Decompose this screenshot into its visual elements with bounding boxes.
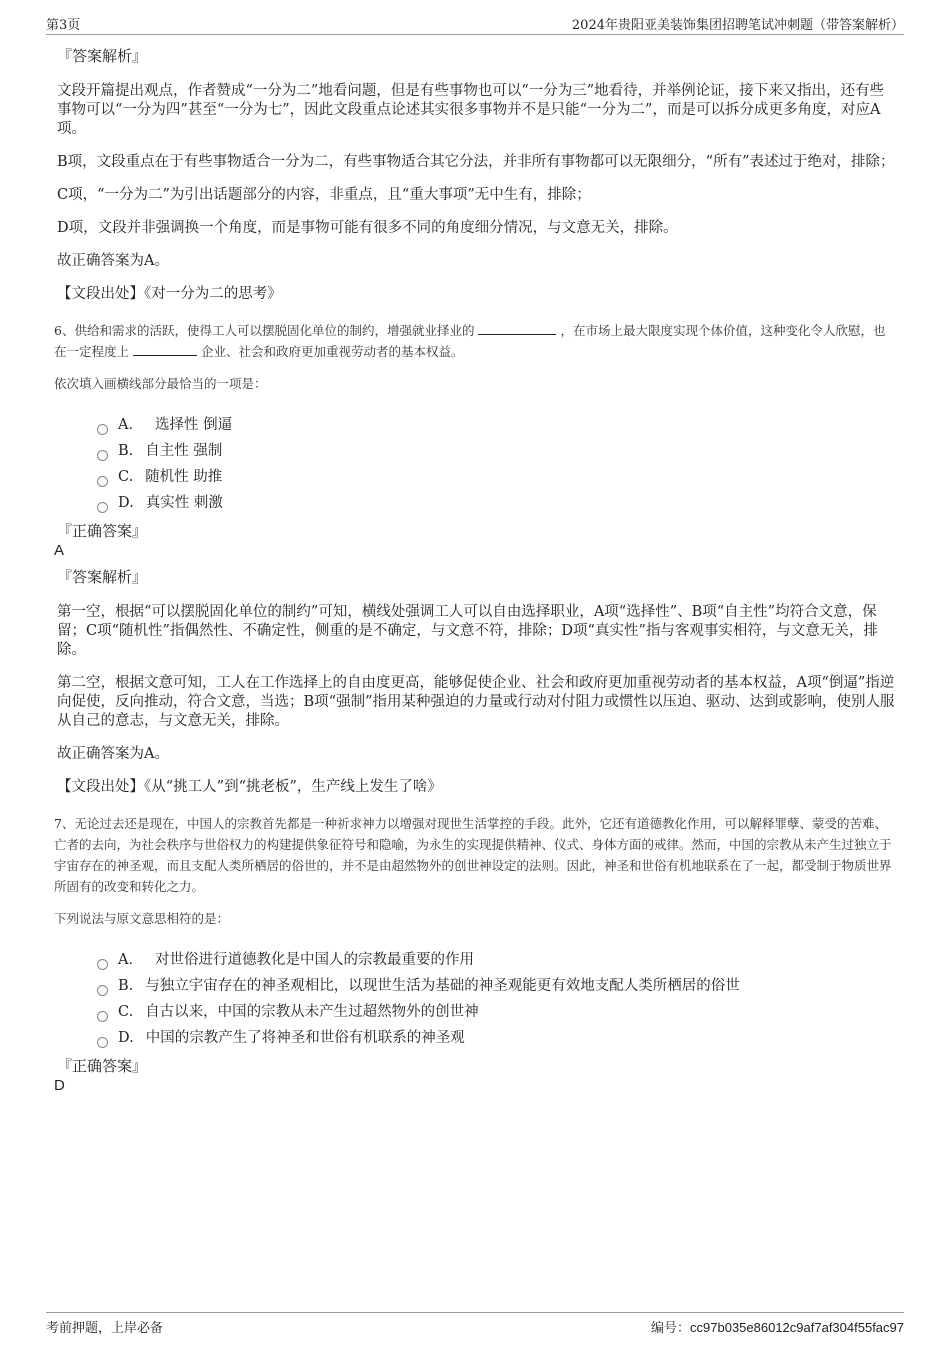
analysis-heading: 『答案解析』 — [57, 568, 148, 586]
correct-answer-heading: 『正确答案』 — [57, 1057, 148, 1075]
question-7-options — [97, 947, 895, 1051]
page-footer — [46, 1312, 904, 1337]
option-a[interactable]: A． 选择性 倒逼 — [97, 412, 895, 438]
radio-icon[interactable] — [97, 502, 108, 513]
fill-blank — [133, 343, 197, 356]
question-6-text: 6、供给和需求的活跃，使得工人可以摆脱固化单位的制约，增强就业择业的 ，在市场上最大限度实现个体价值，这种变化令人欣慰，也在一定程度上 企业、社会和政府更加重视劳动者的基本权益。 — [54, 323, 886, 359]
conclusion: 故正确答案为A。 — [57, 746, 169, 762]
option-b[interactable]: B. 与独立宇宙存在的神圣观相比，以现世生活为基础的神圣观能更有效地支配人类所栖居的俗世 — [97, 973, 895, 999]
analysis-paragraph: 第二空，根据文意可知，工人在工作选择上的自由度更高，能够促使企业、社会和政府更加重视劳动者的基本权益，A项“倒逼”指逆向促使，反向推动，符合文意，当选；B项“强制”指用某种强迫的力量或行动对付阻力或惯性以压迫、驱动、达到或影响，使别人服从自己的意志，与文意无关，排除。 — [57, 675, 895, 729]
footer-slogan: 考前押题，上岸必备 — [46, 1321, 164, 1336]
analysis-heading: 『答案解析』 — [57, 47, 148, 65]
analysis-paragraph: C项，“一分为二”为引出话题部分的内容，非重点，且“重大事项”无中生有，排除； — [57, 187, 591, 203]
correct-answer: D — [54, 1077, 65, 1094]
question-6-options — [97, 412, 895, 516]
radio-icon[interactable] — [97, 959, 108, 970]
document-id: 编号：cc97b035e86012c9af7af304f55fac97 — [651, 1320, 904, 1336]
option-c[interactable]: C. 随机性 助推 — [97, 464, 895, 490]
option-d[interactable]: D. 中国的宗教产生了将神圣和世俗有机联系的神圣观 — [97, 1025, 895, 1051]
option-a[interactable]: A． 对世俗进行道德教化是中国人的宗教最重要的作用 — [97, 947, 895, 973]
source-citation: 【文段出处】《从“挑工人”到“挑老板”，生产线上发生了啥》 — [57, 779, 442, 795]
radio-icon[interactable] — [97, 1011, 108, 1022]
analysis-paragraph: 第一空，根据“可以摆脱固化单位的制约”可知，横线处强调工人可以自由选择职业，A项“选择性”、B项“自主性”均符合文意，保留；C项“随机性”指偶然性、不确定性，侧重的是不确定，与文意不符，排除；D项“真实性”指与客观事实相符，与文意无关，排除。 — [57, 604, 878, 658]
correct-answer: A — [54, 542, 65, 559]
radio-icon[interactable] — [97, 424, 108, 435]
option-b[interactable]: B. 自主性 强制 — [97, 438, 895, 464]
question-6-prompt: 依次填入画横线部分最恰当的一项是： — [54, 376, 267, 391]
radio-icon[interactable] — [97, 1037, 108, 1048]
analysis-paragraph: D项，文段并非强调换一个角度，而是事物可能有很多不同的角度细分情况，与文意无关，排除。 — [57, 220, 678, 236]
question-7-prompt: 下列说法与原文意思相符的是： — [54, 911, 230, 926]
document-title: 2024年贵阳亚美装饰集团招聘笔试冲刺题（带答案解析） — [571, 18, 904, 33]
radio-icon[interactable] — [97, 985, 108, 996]
option-c[interactable]: C. 自古以来，中国的宗教从未产生过超然物外的创世神 — [97, 999, 895, 1025]
correct-answer-heading: 『正确答案』 — [57, 522, 148, 540]
analysis-paragraph: 文段开篇提出观点，作者赞成“一分为二”地看问题，但是有些事物也可以“一分为三”地看待，并举例论证，接下来又指出，还有些事物可以“一分为四”甚至“一分为七”，因此文段重点论述其实很多事物并不是只能“一分为二”，而是可以拆分成更多角度，对应A项。 — [57, 83, 885, 137]
analysis-paragraph: B项，文段重点在于有些事物适合一分为二，有些事物适合其它分法，并非所有事物都可以无限细分，“所有”表述过于绝对，排除； — [57, 154, 895, 170]
page-number: 第3页 — [46, 18, 81, 33]
page-content — [54, 44, 895, 1102]
radio-icon[interactable] — [97, 450, 108, 461]
source-citation: 【文段出处】《对一分为二的思考》 — [57, 286, 282, 302]
question-7-text: 7、无论过去还是现在，中国人的宗教首先都是一种祈求神力以增强对现世生活掌控的手段。此外，它还有道德教化作用，可以解释罪孽、蒙受的苦难、亡者的去向，为社会秩序与世俗权力的构建提供象征符号和隐喻，为永生的实现提供精神、仪式、身体方面的戒律。然而，中国的宗教从未产生过独立于宇宙存在的神圣观，而且支配人类所栖居的俗世的，并不是由超然物外的创世神设定的法则。因此，神圣和世俗有机地联系在了一起，都受制于物质世界所固有的改变和转化之力。 — [54, 816, 892, 894]
fill-blank — [478, 322, 556, 335]
page-header — [46, 14, 904, 35]
radio-icon[interactable] — [97, 476, 108, 487]
option-d[interactable]: D. 真实性 刺激 — [97, 490, 895, 516]
conclusion: 故正确答案为A。 — [57, 253, 169, 269]
